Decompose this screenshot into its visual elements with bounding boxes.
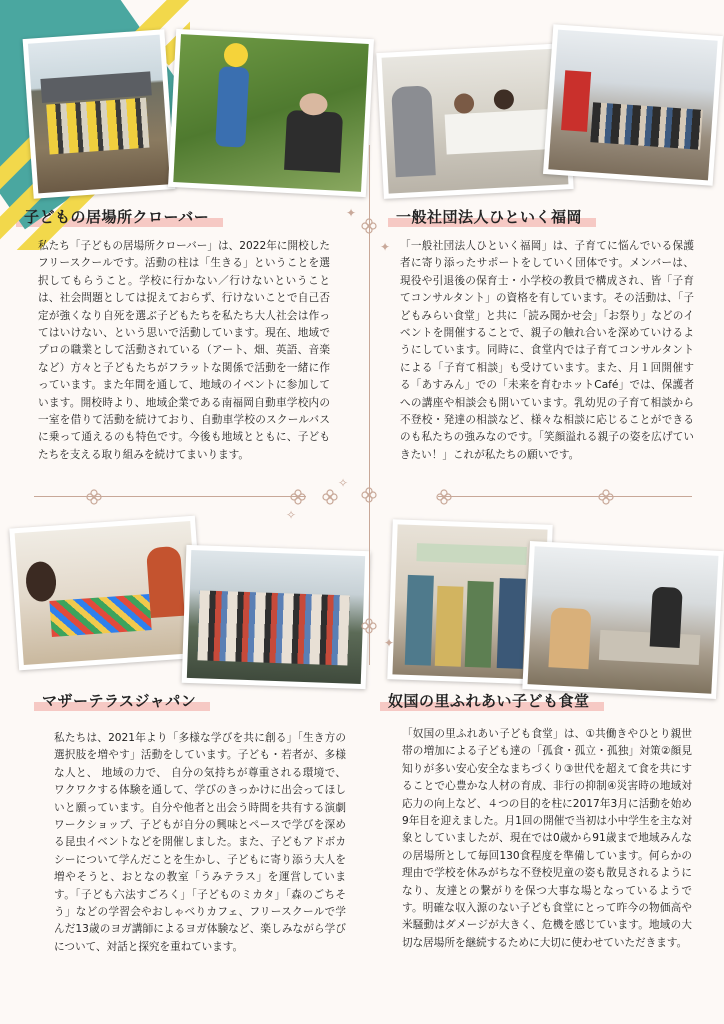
flower-ornament-right1: [436, 489, 452, 505]
sparkle-icon: ✦: [346, 206, 357, 220]
flower-ornament-bottom: [361, 618, 377, 634]
horizontal-divider-left: [34, 496, 306, 497]
flower-ornament-left1: [86, 489, 102, 505]
mother-photo-group: [182, 545, 371, 689]
flower-ornament-right2: [598, 489, 614, 505]
yakko-photo-kitchen: [522, 541, 723, 699]
hitoiku-photo-hall: [543, 24, 723, 185]
hitoiku-photo-workshop: [376, 43, 573, 199]
sparkle-icon: ✦: [384, 636, 395, 650]
sparkle-icon: ✦: [380, 240, 391, 254]
horizontal-divider-right: [438, 496, 692, 497]
flower-ornament-center: [361, 487, 377, 503]
clover-title: 子どもの居場所クローバー: [20, 206, 213, 227]
mother-body: 私たちは、2021年より「多様な学びを共に創る」「生き方の選択肢を増やす」活動をしています。子ども・若者が、多様な人と、 地域の力で、 自分の気持ちが尊重される環境で、ワクワクする体験を通して、学びのきっかけに出会ってほしいと願っています。自分や他者と出会う時間を共有する演劇ワークショップ、子どもが自分の興味とペースで学びを深める昆虫イベントなどを開催しました。また、子どもアドボカシーについて学んだことを生かし、子どもに寄り添う大人を増やそうと、おとなの教室「うみテラス」を運営しています。「子ども六法すごろく」「子どものミカタ」「森のごちそう」などの学習会やおしゃべりカフェ、フリースクールで学んだ13歳のヨガ講師によるヨガ体験など、楽しみながら学びについて、対話と探究を重ねています。: [54, 732, 346, 953]
clover-photo-field: [168, 29, 374, 197]
clover-body: 私たち「子どもの居場所クローバー」は、2022年に開校したフリースクールです。活動の柱は「生きる」ということを選択してもらうこと。学校に行かない／行けないということは、社会問題としては捉えておらず、行けないことで自己否定が強くなり自死を選ぶ子どもたちを私たち大人社会は作ってはいけない、という思いで活動しています。現在、地域でプロの職業として活動されている（アート、畑、英語、音楽など）方々と子どもたちがフラットな関係で活動を一緒に作っています。また年間を通して、地域のイベントに参加しています。開校時より、地域企業である南福岡自動車学校内の一室を借りて活動を続けており、自動車学校のスクールバスに乗って通えるのも特色です。今後も地域とともに、子どもたちを支える取り組みを続けてまいります。: [38, 240, 330, 461]
flower-ornament-left2: [290, 489, 306, 505]
yakko-title: 奴国の里ふれあい子ども食堂: [384, 690, 594, 711]
clover-photo-tent-group: [23, 29, 176, 199]
mother-photo-boardgame: [9, 516, 204, 671]
flower-ornament-top: [361, 218, 377, 234]
hitoiku-title: 一般社団法人ひといく福岡: [392, 206, 586, 227]
sparkle-icon: ✧: [286, 508, 297, 522]
hitoiku-body: 「一般社団法人ひといく福岡」は、子育てに悩んでいる保護者に寄り添ったサポートをしていく団体です。メンバーは、現役や引退後の保育士・小学校の教員で構成され、皆「子育てコンサルタント」の資格を有しています。その活動は、「子どもみらい食堂」と共に「読み聞かせ会」「お祭り」などのイベントを開催することで、親子の触れ合いを深めていけるようにしています。同時に、食堂内では子育てコンサルタントによる「子育て相談」も受けています。また、月１回開催する「あすみん」での「未来を育むホットCafé」では、保護者への講座や相談会も開いています。乳幼児の子育て相談から不登校・発達の相談など、様々な相談に応じることができるのも私たちの強みなのです。「笑顔溢れる親子の姿を広げていきたい！」これが私たちの願いです。: [400, 240, 694, 461]
flower-ornament-left3: [322, 489, 338, 505]
mother-title: マザーテラスジャパン: [38, 690, 200, 711]
sparkle-icon: ✧: [338, 476, 349, 490]
yakko-body: 「奴国の里ふれあい子ども食堂」は、①共働きやひとり親世帯の増加による子ども達の「孤食・孤立・孤独」対策②顔見知りが多い安心安全なまちづくり③世代を超えて食を共にすることで心豊かな人材の育成、非行の抑制④災害時の地域対応力の向上など、４つの目的を柱に2017年3月に活動を始め9年目を迎えました。月1回の開催で当初は小中学生を主な対象としていましたが、現在では0歳から91歳まで地域みんなの居場所として毎回130食程度を準備しています。何らかの理由で学校を休みがちな不登校児童の姿も散見されるようになり、友達との繋がりを保つ大事な場となっているようです。明確な収入源のない子ども食堂にとって昨今の物価高や米騒動はダメージが大きく、危機を感じています。地域の大切な居場所を継続するために大切に使わせていただきます。: [402, 728, 692, 949]
